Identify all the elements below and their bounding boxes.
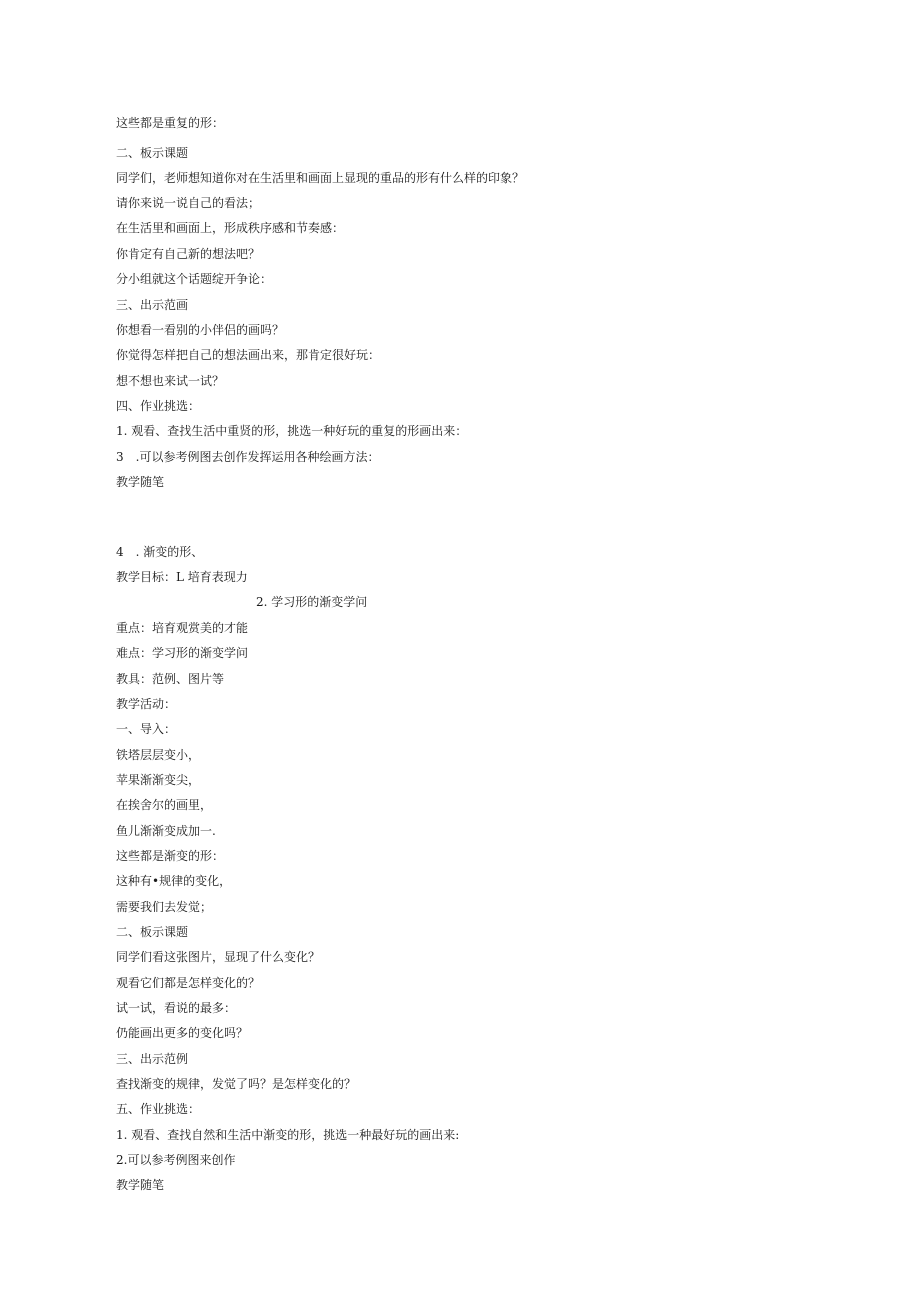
- section-heading: 五、作业挑选：: [116, 1102, 201, 1116]
- text-line: 查找渐变的规律，发觉了吗？是怎样变化的？: [116, 1077, 357, 1091]
- text-line: 2. 学习形的渐变学问: [256, 595, 368, 609]
- text-line: 这些都是渐变的形：: [116, 849, 225, 863]
- text-line: 分小组就这个话题绽开争论：: [116, 272, 273, 286]
- text-line: 教学活动：: [116, 697, 177, 711]
- text-line: 试一试，看说的最多：: [116, 1001, 237, 1015]
- text-line: 仍能画出更多的变化吗？: [116, 1026, 249, 1040]
- lesson-title: 4 . 渐变的形、: [116, 545, 204, 559]
- notes-heading: 教学随笔: [116, 475, 165, 489]
- list-item: 3 .可以参考例图去创作发挥运用各种绘画方法：: [116, 450, 380, 464]
- list-item: 1. 观看、查找自然和生活中渐变的形，挑选一种最好玩的画出来:: [116, 1128, 460, 1142]
- notes-heading: 教学随笔: [116, 1178, 165, 1192]
- text-line: 重点：培育观赏美的才能: [116, 621, 249, 635]
- section-heading: 三、出示范画: [116, 298, 189, 312]
- section-heading: 二、板示课题: [116, 925, 189, 939]
- text-line: 请你来说一说自己的看法；: [116, 196, 261, 210]
- text-line: 你想看一看别的小伴侣的画吗？: [116, 323, 285, 337]
- text-line: 同学们看这张图片，显现了什么变化？: [116, 950, 321, 964]
- section-heading: 三、出示范例: [116, 1052, 189, 1066]
- text-line: 在生活里和画面上，形成秩序感和节奏感：: [116, 221, 345, 235]
- text-line: 想不想也来试一试？: [116, 374, 225, 388]
- list-item: 2.可以参考例图来创作: [116, 1153, 236, 1167]
- text-line: 你肯定有自己新的想法吧？: [116, 247, 261, 261]
- section-heading: 二、板示课题: [116, 146, 189, 160]
- section-heading: 一、导入：: [116, 722, 177, 736]
- text-line: 在挨舍尔的画里，: [116, 798, 213, 812]
- text-line: 铁塔层层变小，: [116, 748, 201, 762]
- text-line: 需要我们去发觉；: [116, 900, 213, 914]
- text-line: 这种有•规律的变化，: [116, 874, 232, 888]
- text-line: 教具：范例、图片等: [116, 672, 225, 686]
- text-line: 你觉得怎样把自己的想法画出来，那肯定很好玩：: [116, 348, 381, 362]
- section-heading: 四、作业挑选：: [116, 399, 201, 413]
- text-line: 鱼儿渐渐变成加一.: [116, 824, 216, 838]
- list-item: 1. 观看、查找生活中重贤的形，挑选一种好玩的重复的形画出来：: [116, 424, 468, 438]
- text-line: 难点：学习形的渐变学问: [116, 646, 249, 660]
- text-line: 教学目标：L 培育表现力: [116, 570, 248, 584]
- text-line: 观看它们都是怎样变化的？: [116, 976, 261, 990]
- text-line: 苹果渐渐变尖，: [116, 773, 201, 787]
- text-line: 同学们，老师想知道你对在生活里和画面上显现的重品的形有什么样的印象？: [116, 171, 525, 185]
- text-line: 这些都是重复的形：: [116, 116, 225, 130]
